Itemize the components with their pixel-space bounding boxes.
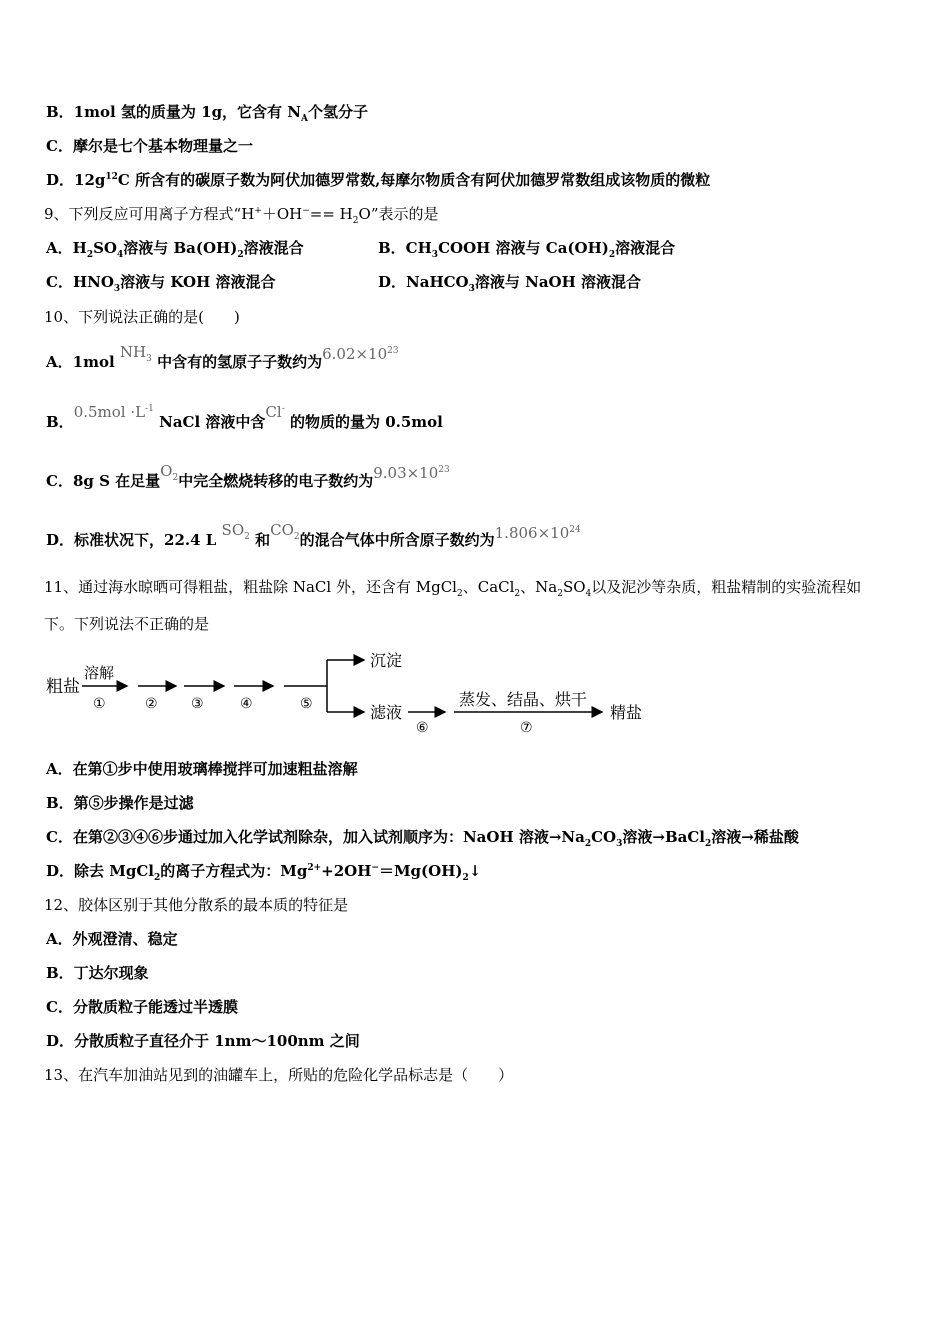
- step-4-label: ④: [240, 696, 253, 712]
- q10-stem: 10、下列说法正确的是( ): [44, 308, 240, 326]
- refined-salt-label: 精盐: [610, 703, 643, 722]
- q11-stem-line2: 下。下列说法不正确的是: [44, 615, 210, 633]
- q12-option-b: B．丁达尔现象: [46, 964, 149, 982]
- q9-option-d: D．NaHCO$_3$溶液与 NaOH 溶液混合: [378, 273, 642, 294]
- step-5-label: ⑤: [300, 696, 313, 712]
- dissolve-label: 溶解: [84, 664, 115, 682]
- q12-stem: 12、胶体区别于其他分散系的最本质的特征是: [44, 896, 349, 914]
- q10-option-c: C．8g S 在足量$O_2$中完全燃烧转移的电子数约为$9.03\times 10^{23}$: [46, 462, 450, 490]
- q10-option-b: B．$0.5mol \cdot L^{-1}$ NaCl 溶液中含Cl- 的物质的量为 0.5mol: [46, 403, 443, 431]
- q8-option-c: C．摩尔是七个基本物理量之一: [46, 137, 253, 155]
- step-1-label: ①: [93, 696, 106, 712]
- q10-option-d: D．标准状况下，22.4 L $SO_2$ 和$CO_2$的混合气体中所含原子数约为$1.806\times 10^{24}$: [46, 521, 581, 549]
- q9-stem: 9、下列反应可用离子方程式“$H^++OH^-== H_2O$”表示的是: [44, 205, 439, 226]
- q11-option-c: C．在第②③④⑥步通过加入化学试剂除杂，加入试剂顺序为：NaOH 溶液$\to Na_2CO_3$溶液→BaCl$_2$溶液→稀盐酸: [46, 828, 799, 849]
- q11-stem-line1: 11、通过海水晾晒可得粗盐，粗盐除 NaCl 外，还含有 MgCl$_2$、CaCl$_2$、$Na_2SO_4$以及泥沙等杂质，粗盐精制的实验流程如: [44, 578, 862, 599]
- q9-option-a: A．$H_2SO_4$溶液与 $Ba(OH)_2$溶液混合: [46, 239, 304, 260]
- q10-option-a: A．1mol $NH_3$ 中含有的氢原子子数约为$6.02\times 10^{23}$: [46, 343, 399, 371]
- q8-option-d: D．$12g^{12}C$ 所含有的碳原子数为阿伏加德罗常数,每摩尔物质含有阿伏加德罗常数组成该物质的微粒: [46, 171, 711, 189]
- evaporate-label: 蒸发、结晶、烘干: [459, 690, 588, 709]
- crude-salt-label: 粗盐: [46, 677, 80, 697]
- salt-purification-flowchart: [44, 648, 664, 740]
- step-3-label: ③: [191, 696, 204, 712]
- precipitate-label: 沉淀: [370, 651, 403, 670]
- q11-option-d: D．除去 MgCl$_2$的离子方程式为：$Mg^{2+}+2OH^-=Mg(OH)_2↓$: [46, 862, 482, 883]
- q12-option-d: D．分散质粒子直径介于 1nm～100nm 之间: [46, 1032, 360, 1050]
- q9-option-b: B．$CH_3COOH$ 溶液与 $Ca(OH)_2$溶液混合: [378, 239, 676, 260]
- q9-option-c: C．$HNO_3$溶液与 KOH 溶液混合: [46, 273, 276, 294]
- q12-option-a: A．外观澄清、稳定: [46, 930, 178, 948]
- q8-option-b: B．1mol 氢的质量为 1g，它含有 $N_A$个氢分子: [46, 103, 368, 124]
- filtrate-label: 滤液: [370, 703, 403, 722]
- step-6-label: ⑥: [416, 720, 429, 736]
- step-7-label: ⑦: [520, 720, 533, 736]
- q11-option-a: A．在第①步中使用玻璃棒搅拌可加速粗盐溶解: [46, 760, 358, 778]
- q12-option-c: C．分散质粒子能透过半透膜: [46, 998, 238, 1016]
- q13-stem: 13、在汽车加油站见到的油罐车上，所贴的危险化学品标志是（ ）: [44, 1066, 514, 1084]
- step-2-label: ②: [145, 696, 158, 712]
- q11-option-b: B．第⑤步操作是过滤: [46, 794, 194, 812]
